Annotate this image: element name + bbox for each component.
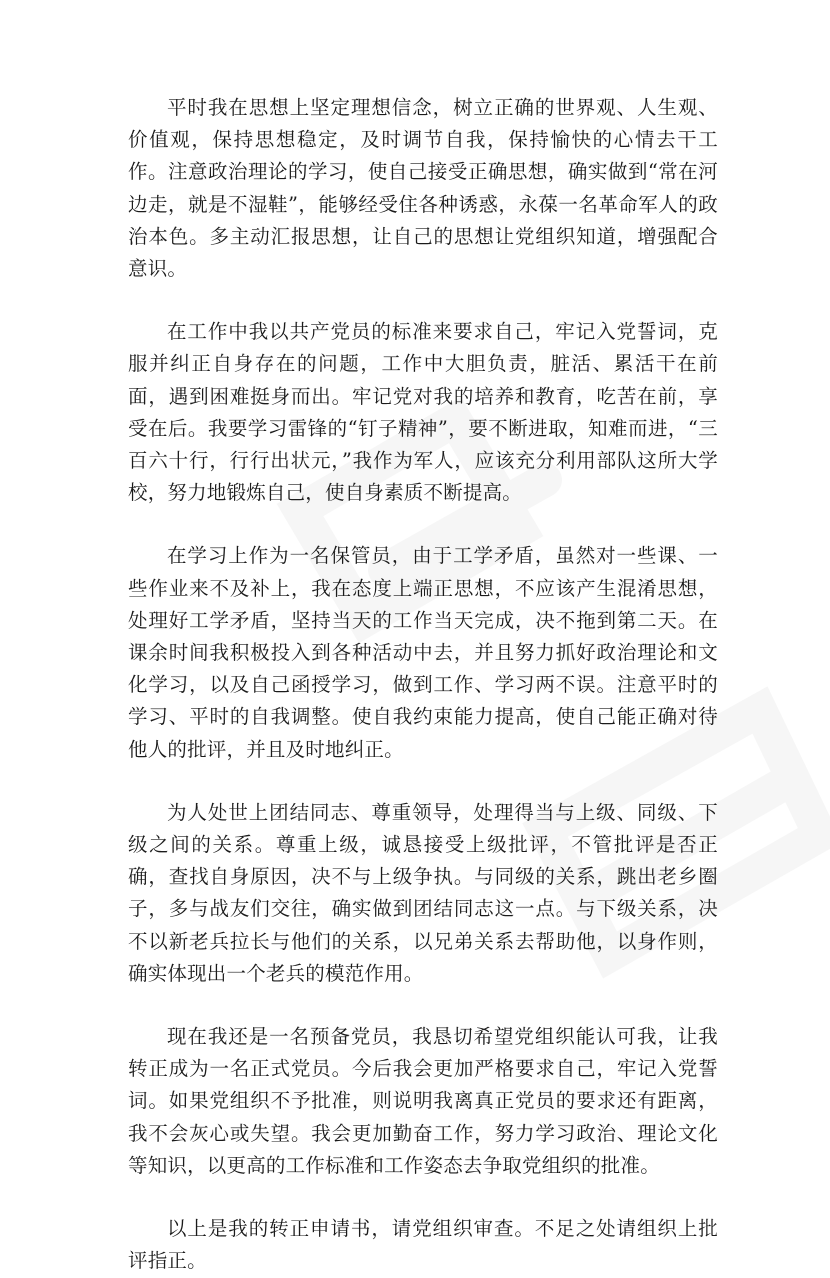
- paragraph-work: 在工作中我以共产党员的标准来要求自己，牢记入党誓词，克服并纠正自身存在的问题，工作中大胆负责，脏活、累活干在前面，遇到困难挺身而出。牢记党对我的培养和教育，吃苦在前，享受在后。我要学习雷锋的“钉子精神”，要不断进取，知难而进，“三百六十行，行行出状元，”我作为军人，应该充分利用部队这所大学校，努力地锻炼自己，使自身素质不断提高。: [128, 320, 718, 505]
- paragraph-request: 现在我还是一名预备党员，我恳切希望党组织能认可我，让我转正成为一名正式党员。今后我会更加严格要求自己，牢记入党誓词。如果党组织不予批准，则说明我离真正党员的要求还有距离，我不会灰心或失望。我会更加勤奋工作，努力学习政治、理论文化等知识，以更高的工作标准和工作姿态去争取党组织的批准。: [128, 1025, 718, 1177]
- paragraph-thought: 平时我在思想上坚定理想信念，树立正确的世界观、人生观、价值观，保持思想稳定，及时调节自我，保持愉快的心情去干工作。注意政治理论的学习，使自己接受正确思想，确实做到“常在河边走，就是不湿鞋”，能够经受住各种诱惑，永葆一名革命军人的政治本色。多主动汇报思想，让自己的思想让党组织知道，增强配合意识。: [128, 96, 718, 281]
- document-content: [128, 92, 718, 1278]
- paragraph-closing: 以上是我的转正申请书，请党组织审查。不足之处请组织上批评指正。: [128, 1217, 718, 1273]
- paragraph-study: 在学习上作为一名保管员，由于工学矛盾，虽然对一些课、一些作业来不及补上，我在态度上端正思想，不应该产生混淆思想，处理好工学矛盾，坚持当天的工作当天完成，决不拖到第二天。在课余时间我积极投入到各种活动中去，并且努力抓好政治理论和文化学习，以及自己函授学习，做到工作、学习两不误。注意平时的学习、平时的自我调整。使自我约束能力提高，使自己能正确对待他人的批评，并且及时地纠正。: [128, 544, 718, 761]
- paragraph-relationships: 为人处世上团结同志、尊重领导，处理得当与上级、同级、下级之间的关系。尊重上级，诚恳接受上级批评，不管批评是否正确，查找自身原因，决不与上级争执。与同级的关系，跳出老乡圈子，多与战友们交往，确实做到团结同志这一点。与下级关系，决不以新老兵拉长与他们的关系，以兄弟关系去帮助他，以身作则，确实体现出一个老兵的模范作用。: [128, 800, 718, 985]
